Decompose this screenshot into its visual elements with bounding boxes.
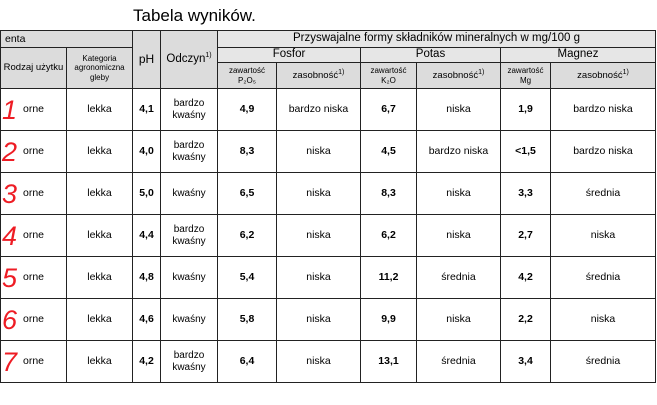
header-fosfor: Fosfor [218, 48, 361, 63]
cell-fosfor-zasobnosc: niska [277, 215, 361, 257]
cell-potas-zasobnosc: niska [417, 89, 501, 131]
cell-potas-zasobnosc: niska [417, 299, 501, 341]
cell-magnez-zasobnosc: niska [551, 299, 656, 341]
header-p-zas: zasobność$^{1)}$ [277, 63, 361, 89]
header-k-zas: zasobność$^{1)}$ [417, 63, 501, 89]
table-title: Tabela wyników. [133, 6, 256, 25]
cell-ph: 4,1 [133, 89, 161, 131]
cell-rodzaj: orne [1, 89, 67, 131]
cell-magnez-zasobnosc: niska [551, 215, 656, 257]
header-magnez: Magnez [501, 48, 656, 63]
table-row [1, 89, 656, 131]
table-row [1, 341, 656, 383]
cell-potas-zasobnosc: niska [417, 215, 501, 257]
row-number-annotation: 4 [2, 221, 18, 251]
cell-rodzaj: orne [1, 215, 67, 257]
header-rodzaj: Rodzaj użytku [1, 48, 67, 89]
cell-magnez-zasobnosc: średnia [551, 257, 656, 299]
cell-ph: 4,8 [133, 257, 161, 299]
cell-fosfor-zasobnosc: bardzo niska [277, 89, 361, 131]
header-group: Przyswajalne formy składników mineralnych w mg/100 g [218, 31, 656, 48]
cell-fosfor-zawartosc: 6,2 [218, 215, 277, 257]
cell-ph: 4,0 [133, 131, 161, 173]
table-row [1, 131, 656, 173]
table-row [1, 173, 656, 215]
cell-ph: 4,4 [133, 215, 161, 257]
cell-rodzaj: orne [1, 257, 67, 299]
header-mg-zas: zasobność$^{1)}$ [551, 63, 656, 89]
cell-potas-zasobnosc: niska [417, 173, 501, 215]
cell-potas-zawartosc: 13,1 [361, 341, 417, 383]
cell-fosfor-zawartosc: 6,5 [218, 173, 277, 215]
cell-fosfor-zasobnosc: niska [277, 173, 361, 215]
cell-magnez-zasobnosc: średnia [551, 173, 656, 215]
cell-potas-zawartosc: 4,5 [361, 131, 417, 173]
row-number-annotation: 2 [2, 137, 18, 167]
cell-potas-zawartosc: 11,2 [361, 257, 417, 299]
header-cut: enta [1, 31, 133, 48]
cell-ph: 5,0 [133, 173, 161, 215]
row-number-annotation: 5 [2, 263, 18, 293]
cell-odczyn: bardzo kwaśny [161, 215, 218, 257]
row-number-annotation: 7 [2, 347, 18, 377]
cell-fosfor-zawartosc: 5,4 [218, 257, 277, 299]
table-row [1, 299, 656, 341]
cell-odczyn: kwaśny [161, 299, 218, 341]
cell-kategoria: lekka [67, 299, 133, 341]
cell-fosfor-zasobnosc: niska [277, 299, 361, 341]
cell-kategoria: lekka [67, 173, 133, 215]
cell-odczyn: bardzo kwaśny [161, 131, 218, 173]
table-row [1, 215, 656, 257]
cell-ph: 4,2 [133, 341, 161, 383]
row-number-annotation: 6 [2, 305, 18, 335]
cell-potas-zasobnosc: średnia [417, 257, 501, 299]
cell-fosfor-zawartosc: 5,8 [218, 299, 277, 341]
cell-fosfor-zasobnosc: niska [277, 131, 361, 173]
cell-kategoria: lekka [67, 89, 133, 131]
cell-kategoria: lekka [67, 257, 133, 299]
cell-odczyn: kwaśny [161, 173, 218, 215]
cell-magnez-zawartosc: 4,2 [501, 257, 551, 299]
cell-fosfor-zawartosc: 4,9 [218, 89, 277, 131]
cell-magnez-zawartosc: 1,9 [501, 89, 551, 131]
row-number-annotation: 1 [2, 95, 18, 125]
cell-magnez-zawartosc: 3,3 [501, 173, 551, 215]
cell-magnez-zawartosc: 2,7 [501, 215, 551, 257]
header-p-zaw: zawartość P₂O₅ [218, 63, 277, 89]
cell-potas-zasobnosc: bardzo niska [417, 131, 501, 173]
cell-ph: 4,6 [133, 299, 161, 341]
header-potas: Potas [361, 48, 501, 63]
header-odczyn: Odczyn$^{1)}$ [161, 31, 218, 89]
cell-kategoria: lekka [67, 131, 133, 173]
cell-magnez-zasobnosc: bardzo niska [551, 89, 656, 131]
cell-potas-zasobnosc: średnia [417, 341, 501, 383]
cell-magnez-zawartosc: <1,5 [501, 131, 551, 173]
cell-odczyn: kwaśny [161, 257, 218, 299]
cell-magnez-zasobnosc: średnia [551, 341, 656, 383]
results-table [0, 30, 656, 383]
cell-fosfor-zasobnosc: niska [277, 257, 361, 299]
cell-odczyn: bardzo kwaśny [161, 341, 218, 383]
cell-potas-zawartosc: 6,7 [361, 89, 417, 131]
header-k-zaw: zawartość K₂O [361, 63, 417, 89]
cell-potas-zawartosc: 9,9 [361, 299, 417, 341]
table-row [1, 257, 656, 299]
cell-rodzaj: orne [1, 173, 67, 215]
cell-fosfor-zawartosc: 8,3 [218, 131, 277, 173]
cell-rodzaj: orne [1, 131, 67, 173]
cell-magnez-zawartosc: 3,4 [501, 341, 551, 383]
cell-magnez-zasobnosc: bardzo niska [551, 131, 656, 173]
cell-kategoria: lekka [67, 341, 133, 383]
cell-rodzaj: orne [1, 341, 67, 383]
cell-potas-zawartosc: 8,3 [361, 173, 417, 215]
cell-potas-zawartosc: 6,2 [361, 215, 417, 257]
cell-fosfor-zasobnosc: niska [277, 341, 361, 383]
row-number-annotation: 3 [2, 179, 18, 209]
cell-odczyn: bardzo kwaśny [161, 89, 218, 131]
cell-rodzaj: orne [1, 299, 67, 341]
header-ph: pH [133, 31, 161, 89]
cell-magnez-zawartosc: 2,2 [501, 299, 551, 341]
header-mg-zaw: zawartość Mg [501, 63, 551, 89]
cell-fosfor-zawartosc: 6,4 [218, 341, 277, 383]
header-kategoria: Kategoria agronomiczna gleby [67, 48, 133, 89]
cell-kategoria: lekka [67, 215, 133, 257]
